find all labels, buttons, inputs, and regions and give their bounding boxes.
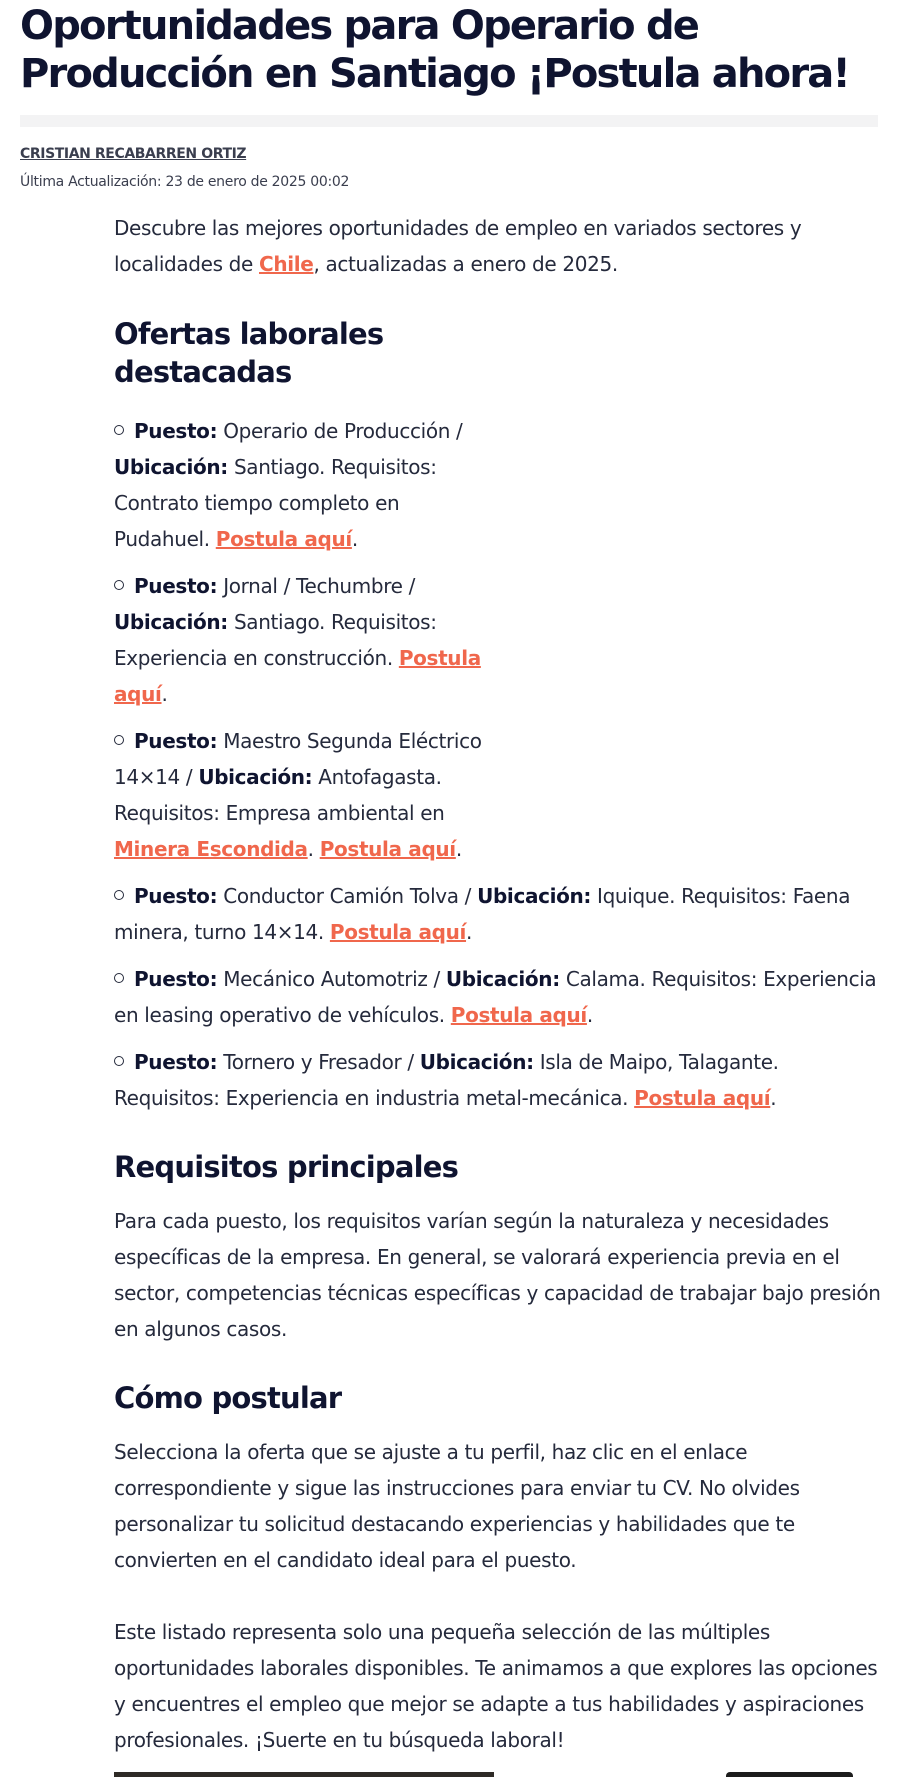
offer-puesto: Jornal / Techumbre / bbox=[217, 574, 416, 598]
how-to-apply-paragraph: Selecciona la oferta que se ajuste a tu perfil, haz clic en el enlace correspondiente y sigue las instrucciones para enviar tu CV. No olvides personalizar tu solicitud destacando experiencias y habilidades que te convierten en el candidato ideal para el puesto. bbox=[114, 1440, 800, 1572]
offer-details: Isla de Maipo, Talagante. Requisitos: Experiencia en industria metal-mecánica. bbox=[114, 1050, 779, 1110]
puesto-label: Puesto: bbox=[134, 884, 218, 908]
offer-item: Puesto: Tornero y Fresador / Ubicación: Isla de Maipo, Talagante. Requisitos: Experiencia en industria metal-mecánica. Postula aquí. bbox=[114, 1050, 779, 1110]
offer-separator: . bbox=[307, 837, 320, 861]
puesto-label: Puesto: bbox=[134, 729, 218, 753]
ubicacion-label: Ubicación: bbox=[445, 967, 560, 991]
intro-paragraph bbox=[114, 210, 884, 282]
last-updated: Última Actualización: 23 de enero de 2025 00:02 bbox=[20, 174, 350, 190]
puesto-label: Puesto: bbox=[134, 1050, 218, 1074]
offer-puesto: Tornero y Fresador / bbox=[217, 1050, 420, 1074]
offer-details: Calama. Requisitos: Experiencia en leasing operativo de vehículos. bbox=[114, 967, 877, 1027]
apply-link[interactable]: Postula aquí bbox=[450, 1003, 587, 1027]
offer-details: Santiago. Requisitos: Experiencia en construcción. bbox=[114, 610, 437, 670]
intro-text-end: , actualizadas a enero de 2025. bbox=[313, 252, 618, 276]
requirements-heading: Requisitos principales bbox=[114, 1150, 459, 1184]
apply-link[interactable]: Postula aquí bbox=[114, 646, 481, 706]
offer-puesto: Maestro Segunda Eléctrico 14×14 / bbox=[114, 729, 482, 789]
title-divider bbox=[20, 115, 878, 127]
offer-puesto: Operario de Producción / bbox=[217, 419, 463, 443]
ubicacion-label: Ubicación: bbox=[419, 1050, 534, 1074]
apply-link[interactable]: Postula aquí bbox=[329, 920, 467, 944]
offer-puesto: Mecánico Automotriz / bbox=[217, 967, 446, 991]
apply-link[interactable]: Postula aquí bbox=[215, 527, 352, 551]
circle-bullet-icon bbox=[114, 973, 124, 983]
ubicacion-label: Ubicación: bbox=[114, 455, 228, 479]
closing-paragraph: Este listado representa solo una pequeña selección de las múltiples oportunidades laborales disponibles. Te animamos a que explores las opciones y encuentres el empleo que mejor se adapte a tus habilidades y aspiraciones profesionales. ¡Suerte en tu búsqueda laboral! bbox=[114, 1620, 878, 1752]
circle-bullet-icon bbox=[114, 890, 124, 900]
how-to-apply-heading: Cómo postular bbox=[114, 1381, 342, 1415]
offer-details: Santiago. Requisitos: Contrato tiempo completo en Pudahuel. bbox=[114, 455, 437, 551]
apply-link[interactable]: Postula aquí bbox=[319, 837, 456, 861]
ubicacion-label: Ubicación: bbox=[114, 610, 228, 634]
intro-text: Descubre las mejores oportunidades de empleo en variados sectores y localidades de bbox=[114, 216, 802, 276]
offer-puesto: Conductor Camión Tolva / bbox=[217, 884, 478, 908]
apply-link[interactable]: Postula aquí bbox=[634, 1086, 771, 1110]
requirements-paragraph: Para cada puesto, los requisitos varían según la naturaleza y necesidades específicas de la empresa. En general, se valorará experiencia previa en el sector, competencias técnicas específicas y capacidad de trabajar bajo presión en algunos casos. bbox=[114, 1209, 881, 1341]
offer-item: Puesto: Maestro Segunda Eléctrico 14×14 / Ubicación: Antofagasta. Requisitos: Empresa ambiental en Minera Escondida. Postula aquí. bbox=[114, 729, 482, 861]
image-top-edge bbox=[114, 1772, 494, 1777]
offer-item: Puesto: Mecánico Automotriz / Ubicación: Calama. Requisitos: Experiencia en leasing operativo de vehículos. Postula aquí. bbox=[114, 967, 877, 1027]
offer-item: Puesto: Conductor Camión Tolva / Ubicación: Iquique. Requisitos: Faena minera, turno 14×14. Postula aquí. bbox=[114, 884, 851, 944]
offer-item: Puesto: Jornal / Techumbre / Ubicación: Santiago. Requisitos: Experiencia en construcción. Postula aquí. bbox=[114, 574, 481, 706]
chile-link[interactable]: Chile bbox=[259, 252, 314, 276]
offer-item: Puesto: Operario de Producción / Ubicación: Santiago. Requisitos: Contrato tiempo completo en Pudahuel. Postula aquí. bbox=[114, 419, 463, 551]
circle-bullet-icon bbox=[114, 425, 124, 435]
offers-heading: Ofertas laborales destacadas bbox=[114, 317, 384, 389]
ubicacion-label: Ubicación: bbox=[198, 765, 313, 789]
offer-details: Antofagasta. Requisitos: Empresa ambiental en bbox=[114, 765, 445, 825]
offer-details: Iquique. Requisitos: Faena minera, turno 14×14. bbox=[114, 884, 851, 944]
puesto-label: Puesto: bbox=[134, 967, 218, 991]
ubicacion-label: Ubicación: bbox=[477, 884, 592, 908]
minera-escondida-link[interactable]: Minera Escondida bbox=[114, 837, 308, 861]
article-body bbox=[114, 210, 884, 1758]
puesto-label: Puesto: bbox=[134, 419, 218, 443]
offers-list bbox=[114, 413, 884, 1116]
circle-bullet-icon bbox=[114, 1056, 124, 1066]
author-link[interactable]: CRISTIAN RECABARREN ORTIZ bbox=[20, 146, 247, 162]
puesto-label: Puesto: bbox=[134, 574, 218, 598]
page-title: Oportunidades para Operario de Producción en Santiago ¡Postula ahora! bbox=[20, 3, 849, 97]
button-top-edge bbox=[726, 1772, 853, 1777]
circle-bullet-icon bbox=[114, 580, 124, 590]
circle-bullet-icon bbox=[114, 735, 124, 745]
